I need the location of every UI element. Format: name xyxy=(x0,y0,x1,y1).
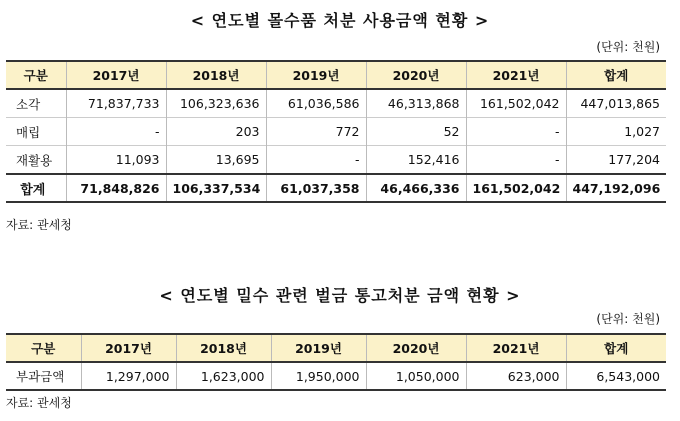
table-cell: 772 xyxy=(266,118,366,146)
total-cell: 46,466,336 xyxy=(366,174,466,202)
table-cell: 1,950,000 xyxy=(271,362,366,390)
table-cell: 203 xyxy=(166,118,266,146)
header-cell: 2017년 xyxy=(81,334,176,362)
table-row xyxy=(6,118,666,146)
header-cell: 2018년 xyxy=(166,61,266,89)
total-label: 합계 xyxy=(6,174,66,202)
header-cell: 구분 xyxy=(6,334,81,362)
total-cell: 447,192,096 xyxy=(566,174,666,202)
table-cell: 46,313,868 xyxy=(366,89,466,118)
table-cell: - xyxy=(466,118,566,146)
row-label: 부과금액 xyxy=(6,362,81,390)
total-cell: 161,502,042 xyxy=(466,174,566,202)
header-cell: 2019년 xyxy=(266,61,366,89)
table-cell: - xyxy=(466,146,566,175)
table-cell: 1,623,000 xyxy=(176,362,271,390)
row-label: 소각 xyxy=(6,89,66,118)
table-cell: 61,036,586 xyxy=(266,89,366,118)
table-cell: 1,050,000 xyxy=(366,362,466,390)
table-cell: 1,297,000 xyxy=(81,362,176,390)
header-cell: 2020년 xyxy=(366,61,466,89)
table-cell: 106,323,636 xyxy=(166,89,266,118)
header-cell: 합계 xyxy=(566,334,666,362)
table-cell: 71,837,733 xyxy=(66,89,166,118)
row-label: 재활용 xyxy=(6,146,66,175)
total-cell: 71,848,826 xyxy=(66,174,166,202)
header-cell: 2020년 xyxy=(366,334,466,362)
table-cell: 152,416 xyxy=(366,146,466,175)
section2-title: < 연도별 밀수 관련 벌금 통고처분 금액 현황 > xyxy=(159,286,521,305)
fine-table xyxy=(6,333,666,391)
header-cell: 구분 xyxy=(6,61,66,89)
section1-title: < 연도별 몰수품 처분 사용금액 현황 > xyxy=(190,11,490,30)
table-cell: 1,027 xyxy=(566,118,666,146)
table-cell: 11,093 xyxy=(66,146,166,175)
header-cell: 2021년 xyxy=(466,61,566,89)
total-cell: 61,037,358 xyxy=(266,174,366,202)
table-header-row xyxy=(6,334,666,362)
table-cell: 161,502,042 xyxy=(466,89,566,118)
section1-source: 자료: 관세청 xyxy=(6,218,72,232)
table-cell: 52 xyxy=(366,118,466,146)
section1-unit: (단위: 천원) xyxy=(596,40,660,54)
section2-source: 자료: 관세청 xyxy=(6,396,72,410)
table-total-row xyxy=(6,174,666,202)
header-cell: 2019년 xyxy=(271,334,366,362)
table-cell: 13,695 xyxy=(166,146,266,175)
disposal-table xyxy=(6,60,666,203)
table-row xyxy=(6,146,666,175)
table-cell: - xyxy=(66,118,166,146)
table-cell: 447,013,865 xyxy=(566,89,666,118)
header-cell: 2018년 xyxy=(176,334,271,362)
total-cell: 106,337,534 xyxy=(166,174,266,202)
header-cell: 2017년 xyxy=(66,61,166,89)
table-row xyxy=(6,362,666,390)
table-row xyxy=(6,89,666,118)
table-cell: 623,000 xyxy=(466,362,566,390)
table-cell: - xyxy=(266,146,366,175)
header-cell: 합계 xyxy=(566,61,666,89)
section2-unit: (단위: 천원) xyxy=(596,312,660,326)
table-cell: 177,204 xyxy=(566,146,666,175)
table-cell: 6,543,000 xyxy=(566,362,666,390)
row-label: 매립 xyxy=(6,118,66,146)
header-cell: 2021년 xyxy=(466,334,566,362)
table-header-row xyxy=(6,61,666,89)
